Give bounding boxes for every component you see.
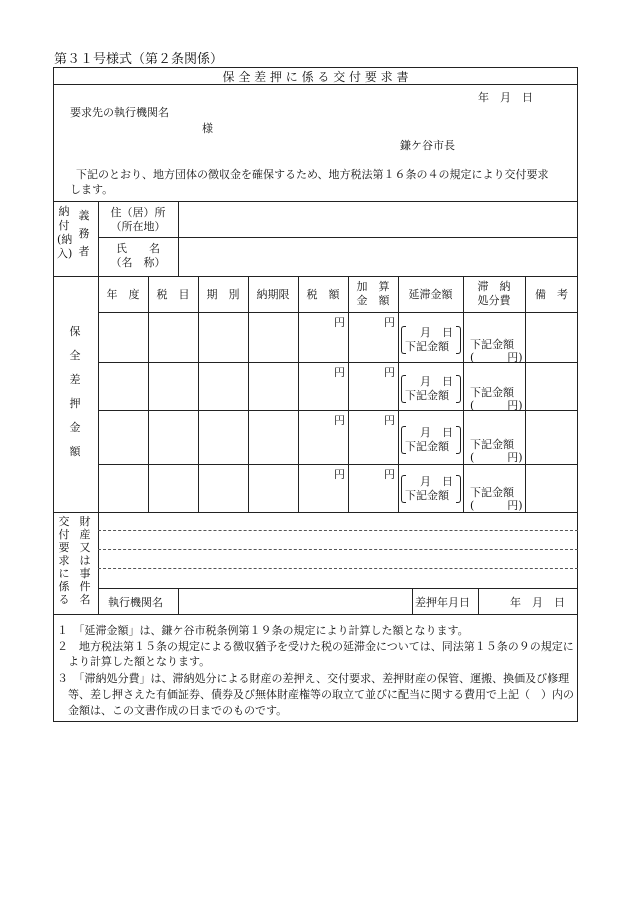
row2-month-day: 月 日 bbox=[420, 375, 453, 388]
note-1: １ 「延滞金額」は、鎌ケ谷市税条例第１９条の規定により計算した額となります。 bbox=[57, 624, 469, 637]
row3-disp-below: 下記金額 bbox=[470, 438, 514, 451]
note-3b: 等、差し押さえた有価証券、債券及び無体財産権等の取立て並びに配当に関する費用で上記（ ）内の bbox=[57, 688, 574, 701]
intro-line-2: します。 bbox=[70, 183, 114, 196]
row2-disp-yen: ( 円) bbox=[470, 399, 523, 412]
row2-disp-below: 下記金額 bbox=[470, 386, 514, 399]
row3-add-yen: 円 bbox=[384, 414, 395, 427]
intro-line-1: 下記のとおり、地方団体の徴収金を確保するため、地方税法第１６条の４の規定により交付要求 bbox=[76, 168, 549, 181]
col-remarks: 備 考 bbox=[535, 288, 568, 301]
row2-add-yen: 円 bbox=[384, 366, 395, 379]
amount-side-label: 保 全 差 押 金 額 bbox=[69, 325, 81, 458]
row4-tax-yen: 円 bbox=[334, 468, 345, 481]
property-side-label-a: 交 付 要 求 に 係 る bbox=[58, 515, 70, 606]
seizure-date-value: 年 月 日 bbox=[510, 596, 565, 609]
row1-month-day: 月 日 bbox=[420, 326, 453, 339]
note-2b: より計算した額となります。 bbox=[57, 655, 211, 668]
addressee-label: 要求先の執行機関名 bbox=[70, 106, 169, 119]
col-tax-amount: 税 額 bbox=[306, 288, 340, 301]
row1-disp-below: 下記金額 bbox=[470, 338, 514, 351]
issuer: 鎌ケ谷市長 bbox=[400, 139, 455, 152]
col-tax-item: 税 目 bbox=[156, 288, 190, 301]
col-period: 期 別 bbox=[206, 288, 240, 301]
name-label: 氏 名 （名 称） bbox=[110, 242, 166, 269]
row1-below-amount: 下記金額 bbox=[405, 340, 449, 353]
row3-month-day: 月 日 bbox=[420, 426, 453, 439]
row4-month-day: 月 日 bbox=[420, 475, 453, 488]
col-disposition-cost: 滞 納 処分費 bbox=[477, 280, 511, 307]
row1-tax-yen: 円 bbox=[334, 316, 345, 329]
col-due-date: 納期限 bbox=[256, 288, 290, 301]
form-title: 保 全 差 押 に 係 る 交 付 要 求 書 bbox=[222, 70, 409, 84]
row4-add-yen: 円 bbox=[384, 468, 395, 481]
row2-tax-yen: 円 bbox=[334, 366, 345, 379]
col-late-fee: 延滞金額 bbox=[408, 288, 453, 301]
row3-below-amount: 下記金額 bbox=[405, 440, 449, 453]
form-number: 第３１号様式（第２条関係） bbox=[54, 52, 224, 67]
row3-tax-yen: 円 bbox=[334, 414, 345, 427]
row2-below-amount: 下記金額 bbox=[405, 389, 449, 402]
date-placeholder: 年 月 日 bbox=[478, 91, 533, 104]
col-year: 年 度 bbox=[106, 288, 140, 301]
row1-add-yen: 円 bbox=[384, 316, 395, 329]
col-additional: 加 算 金 額 bbox=[356, 280, 390, 307]
seizure-date-label: 差押年月日 bbox=[415, 596, 470, 609]
note-3c: 金額は、この文書作成の日までのものです。 bbox=[57, 704, 288, 717]
address-label: 住（居）所 （所在地） bbox=[110, 206, 166, 233]
row4-below-amount: 下記金額 bbox=[405, 489, 449, 502]
row1-disp-yen: ( 円) bbox=[470, 351, 523, 364]
honorific: 様 bbox=[202, 122, 213, 135]
taxpayer-paren-label: 納 付 (納 入) bbox=[57, 205, 73, 260]
note-2a: ２ 地方税法第１５条の規定による徴収猶予を受けた税の延滞金については、同法第１５条の９の規定に bbox=[57, 640, 574, 653]
row4-disp-yen: ( 円) bbox=[470, 499, 523, 512]
note-3a: ３ 「滞納処分費」は、滞納処分による財産の差押え、交付要求、差押財産の保管、運搬、換価及び修理 bbox=[57, 672, 570, 685]
property-side-label-b: 財 産 又 は 事 件 名 bbox=[79, 515, 91, 606]
agency-name-label: 執行機関名 bbox=[108, 596, 163, 609]
taxpayer-side-label: 義 務 者 bbox=[78, 209, 90, 258]
row4-disp-below: 下記金額 bbox=[470, 486, 514, 499]
row3-disp-yen: ( 円) bbox=[470, 451, 523, 464]
